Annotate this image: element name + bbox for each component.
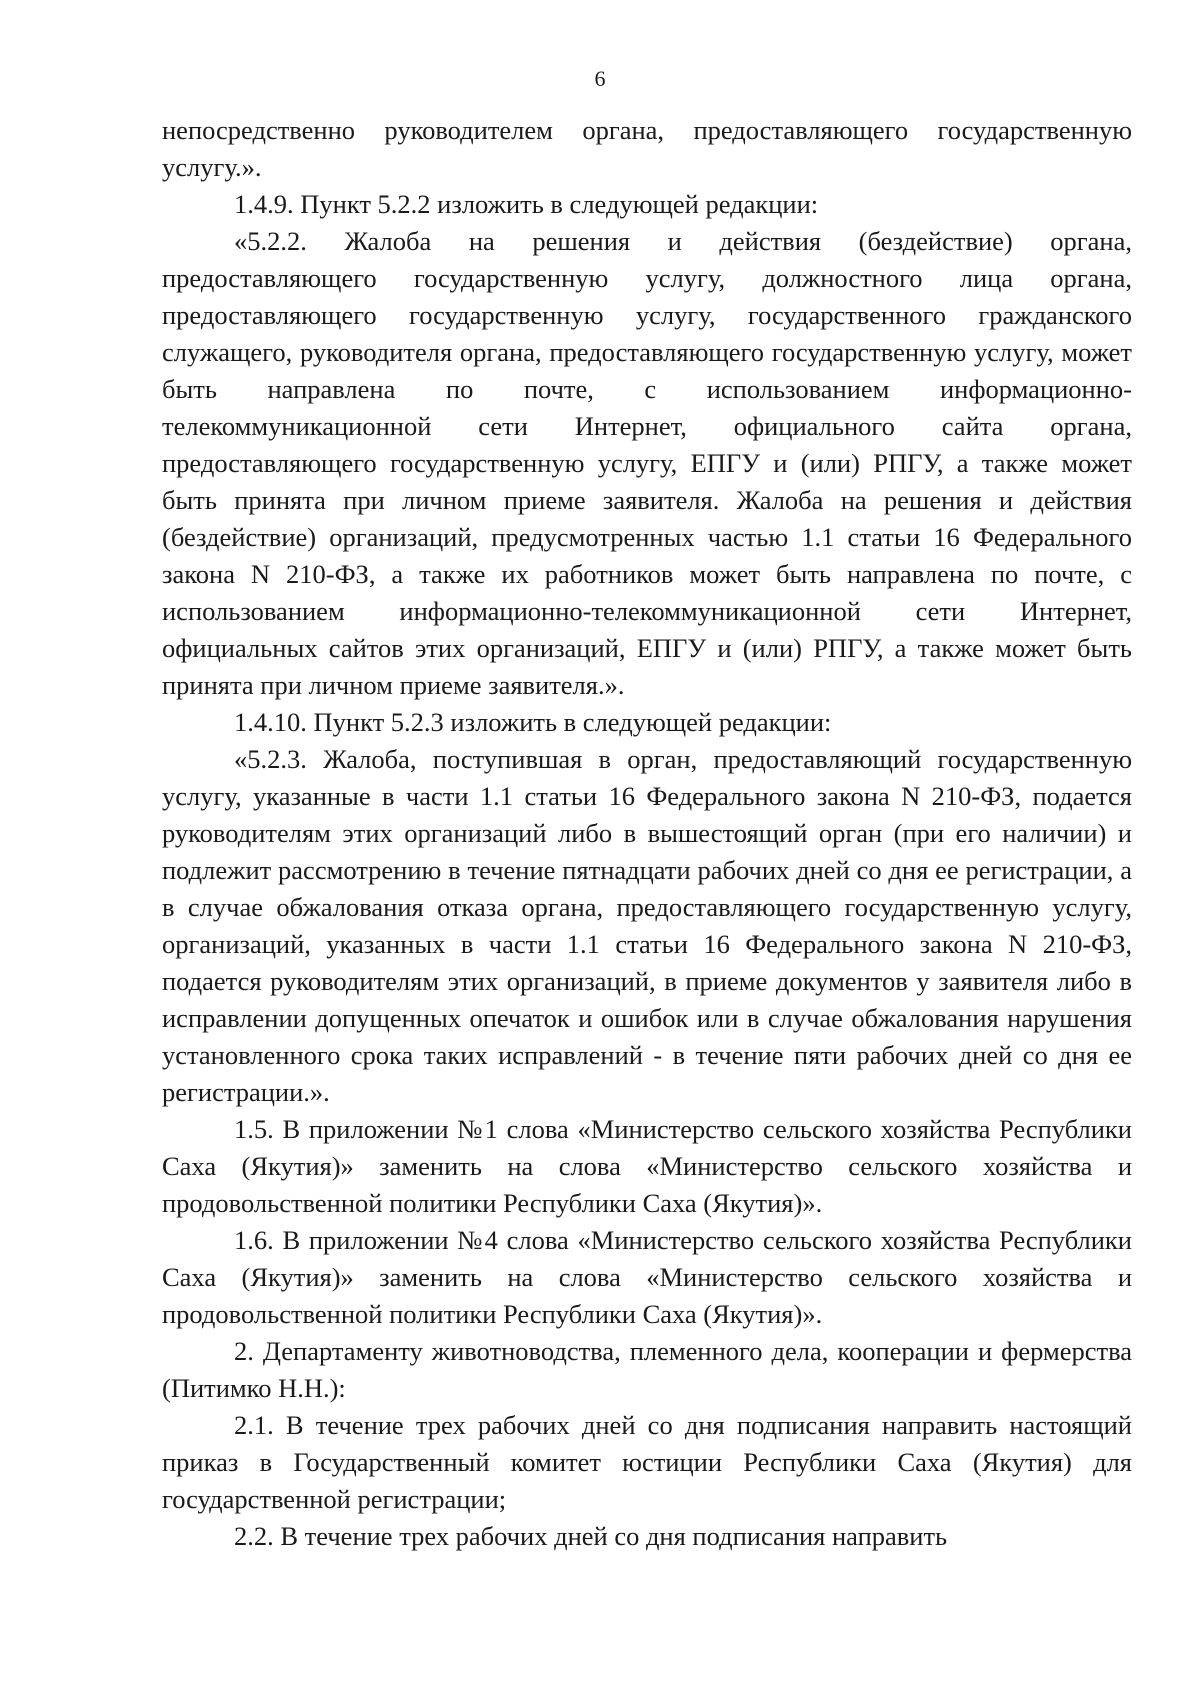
document-body [162, 112, 1132, 1555]
paragraph-item-1-5: 1.5. В приложении №1 слова «Министерство сельского хозяйства Республики Саха (Якутия)» заменить на слова «Министерство сельского хозяйства и продовольственной политики Республики Саха (Якутия)». [162, 1114, 1132, 1218]
paragraph-quote-5-2-2: «5.2.2. Жалоба на решения и действия (бездействие) органа, предоставляющего государственную услугу, должностного лица органа, предоставляющего государственную услугу, государственного гражданского служащего, руководителя органа, предоставляющего государственную услугу, может быть направлена по почте, с использованием информационно-телекоммуникационной сети Интернет, официального сайта органа, предоставляющего государственную услугу, ЕПГУ и (или) РПГУ, а также может быть принята при личном приеме заявителя. Жалоба на решения и действия (бездействие) организаций, предусмотренных частью 1.1 статьи 16 Федерального закона N 210-ФЗ, а также их работников может быть направлена по почте, с использованием информационно-телекоммуникационной сети Интернет, официальных сайтов этих организаций, ЕПГУ и (или) РПГУ, а также может быть принята при личном приеме заявителя.». [162, 226, 1132, 700]
paragraph-item-1-4-9: 1.4.9. Пункт 5.2.2 изложить в следующей редакции: [234, 189, 819, 219]
page-number: 6 [594, 66, 606, 91]
paragraph-item-1-4-10: 1.4.10. Пункт 5.2.3 изложить в следующей редакции: [234, 707, 832, 737]
paragraph-quote-5-2-3: «5.2.3. Жалоба, поступившая в орган, предоставляющий государственную услугу, указанные в части 1.1 статьи 16 Федерального закона N 210-ФЗ, подается руководителям этих организаций либо в вышестоящий орган (при его наличии) и подлежит рассмотрению в течение пятнадцати рабочих дней со дня ее регистрации, а в случае обжалования отказа органа, предоставляющего государственную услугу, организаций, указанных в части 1.1 статьи 16 Федерального закона N 210-ФЗ, подается руководителям этих организаций, в приеме документов у заявителя либо в исправлении допущенных опечаток и ошибок или в случае обжалования нарушения установленного срока таких исправлений - в течение пяти рабочих дней со дня ее регистрации.». [162, 744, 1132, 1107]
paragraph-item-2: 2. Департаменту животноводства, племенного дела, кооперации и фермерства (Питимко Н.Н.): [162, 1336, 1132, 1403]
paragraph-item-2-1: 2.1. В течение трех рабочих дней со дня подписания направить настоящий приказ в Государственный комитет юстиции Республики Саха (Якутия) для государственной регистрации; [162, 1410, 1132, 1514]
paragraph-item-2-2: 2.2. В течение трех рабочих дней со дня подписания направить [234, 1521, 948, 1551]
paragraph-item-1-6: 1.6. В приложении №4 слова «Министерство сельского хозяйства Республики Саха (Якутия)» заменить на слова «Министерство сельского хозяйства и продовольственной политики Республики Саха (Якутия)». [162, 1225, 1132, 1329]
paragraph-continuation: непосредственно руководителем органа, предоставляющего государственную услугу.». [162, 115, 1132, 182]
